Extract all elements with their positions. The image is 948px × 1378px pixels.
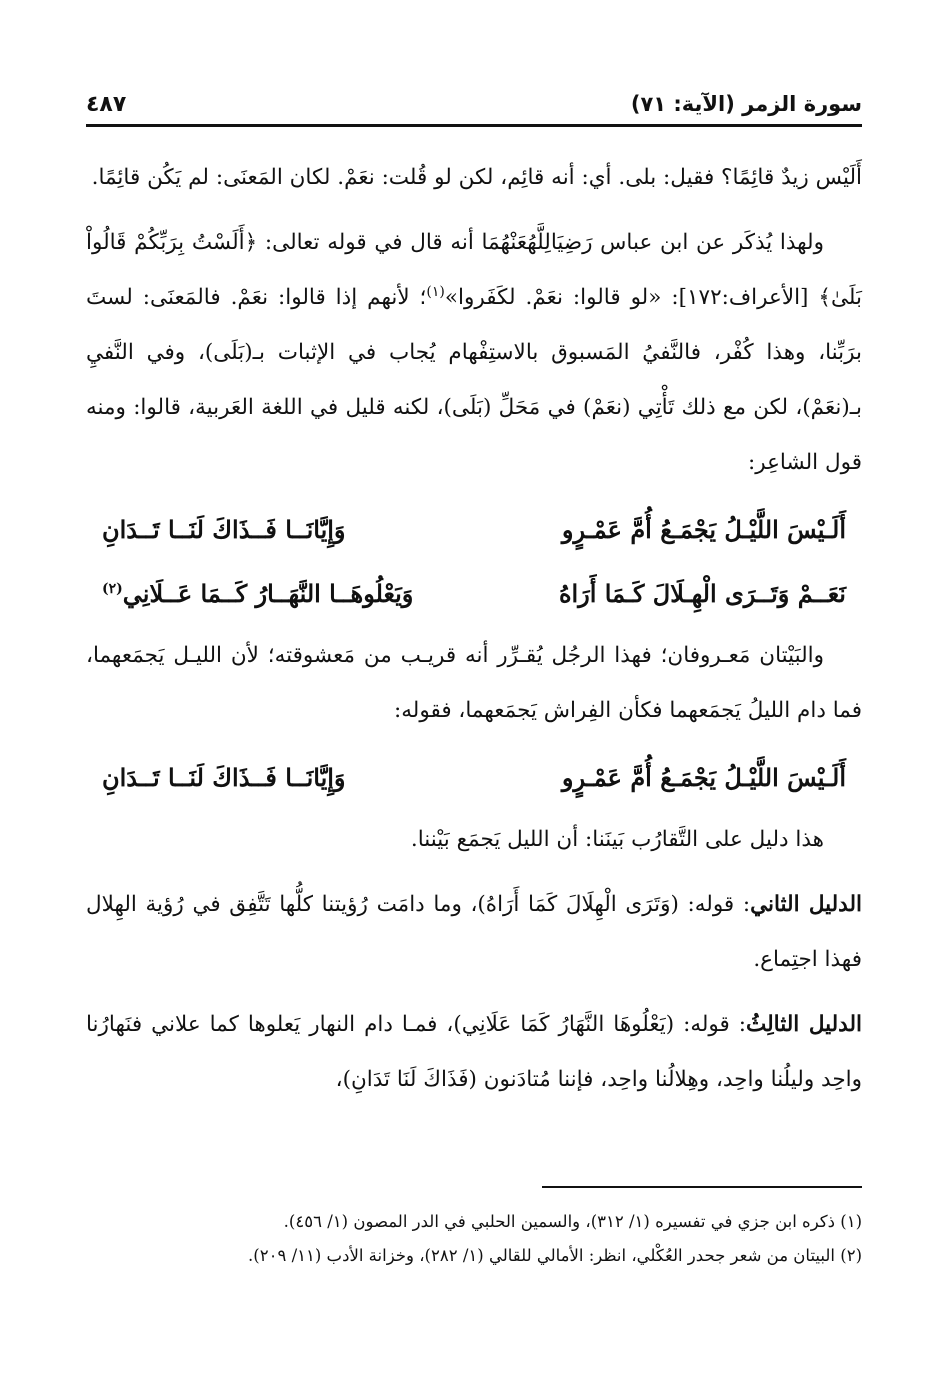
page-number: ٤٨٧ [86, 92, 127, 117]
main-text [86, 150, 862, 1117]
footnote-ref-2[interactable]: (٢) [102, 581, 123, 597]
verse-line-1 [102, 500, 846, 560]
paragraph-5-text: : قوله: (وَتَرَى الْهِلَالَ كَمَا أَرَاهُ)، وما دامَت رُؤيتنا كلُّها تَتَّفِق في رُؤية الهِلال فهذا اجتِماع. [86, 892, 862, 972]
paragraph-2-rest: ؛ لأنهم إذا قالوا: نعَمْ. فالمَعنَى: لستَ برَبِّنا، وهذا كُفْر، فالنَّفيُ المَسبوق بالاستِفْهام يُجاب في الإثبات بـ(بَلَى)، وفي النَّفيِ بـ(نعَمْ)، لكن مع ذلك تَأْتِي (نعَمْ) في مَحَلِّ (بَلَى)، لكنه قليل في اللغة العَربية، قالوا: ومنه قول الشاعِر: [86, 285, 862, 475]
paragraph-2 [86, 215, 862, 490]
footnote-ref-1[interactable]: (١) [426, 283, 445, 300]
surah-title: سورة الزمر (الآية: ٧١) [630, 92, 862, 116]
paragraph-1: أَلَيْس زيدٌ قائِمًا؟ فقيل: بلى. أي: أنه قائِم، لكن لو قُلت: نعَمْ. لكان المَعنَى: لم يَكُن قائِمًا. [91, 165, 862, 190]
paragraph-3: والبَيْتان مَعـروفان؛ فهذا الرجُل يُقـرِّر أنه قريـب من مَعشوقته؛ لأن الليـل يَجمَعهما، فما دام الليلُ يَجمَعهما فكأن الفِراش يَجمَعهما، فقوله: [86, 643, 862, 723]
verse-2-second-text: وَيَعْلُوهَــا النَّهَــارُ كَــمَا عَــلَانِي [122, 579, 414, 608]
footnote-1: (١) ذكره ابن جزي في تفسيره (١/ ٣١٢)، والسمين الحلبي في الدر المصون (١/ ٤٥٦). [283, 1212, 862, 1231]
page-header [86, 92, 862, 122]
verse-1-first-hemistich: أَلَـيْسَ اللَّيْـلُ يَجْمَـعُ أُمَّ عَمْـرٍو [561, 515, 846, 544]
footnote-2: (٢) البيتان من شعر جحدر العُكْلي، انظر: الأمالي للقالي (١/ ٢٨٢)، وخزانة الأدب (١١/ ٢٠٩). [248, 1246, 862, 1265]
header-rule [86, 124, 862, 127]
paragraph-5 [86, 877, 862, 987]
verse-3-second-hemistich: وَإِيَّانَــا فَــذَاكَ لَنَــا تَــدَانِ [102, 763, 346, 792]
verse-line-2 [102, 564, 846, 624]
paragraph-6 [86, 997, 862, 1107]
paragraph-6-text: : قوله: (يَعْلُوهَا النَّهَارُ كَمَا عَلَانِي)، فمـا دام النهار يَعلوها كما علاني فنَهارُنا واحِد وليلُنا واحِد، وهِلالُنا واحِد، فإننا مُتادَنون (فَذَاكَ لَنَا تَدَانِ)، [86, 1012, 862, 1092]
verse-3-first-hemistich: أَلَـيْسَ اللَّيْـلُ يَجْمَـعُ أُمَّ عَمْـرٍو [561, 763, 846, 792]
third-evidence-label: الدليل الثالِثُ [746, 1012, 862, 1037]
verse-2-second-hemistich [102, 564, 413, 624]
verse-1-second-hemistich: وَإِيَّانَــا فَــذَاكَ لَنَــا تَــدَانِ [102, 515, 346, 544]
verse-line-3 [102, 748, 846, 808]
paragraph-4: هذا دليل على التَّقارُب بَينَنا: أن الليل يَجمَع بَيْننا. [410, 827, 824, 852]
second-evidence-label: الدليل الثاني [750, 892, 862, 917]
verse-2-first-hemistich: نَعَــمْ وَتَــرَى الْهِـلَالَ كَـمَا أَرَاهُ [558, 579, 846, 608]
footnote-rule [542, 1186, 862, 1188]
footnotes [86, 1205, 862, 1273]
paragraph-2-text: ولهذا يُذكَر عن ابن عباس رَضِيَالِلَّهُعَنْهُمَا أنه قال في قوله تعالى: ﴿أَلَسْتُ بِرَبِّكُمْ قَالُواْ بَلَىٰ﴾ [الأعراف:١٧٢]: «لو قالوا: نعَمْ. لكَفَروا» [86, 230, 863, 310]
